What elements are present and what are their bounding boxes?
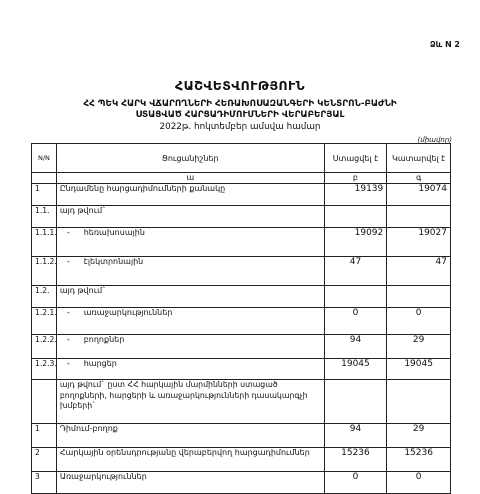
unit-label: (միավոր) [417, 136, 452, 144]
row-executed: 15236 [387, 448, 451, 472]
row-received: 15236 [324, 448, 387, 472]
row-index: 1.1.1. [32, 228, 57, 257]
table-row [32, 335, 451, 359]
header-executed: Կատարվել է [387, 144, 451, 173]
row-executed: 0 [387, 472, 451, 494]
row-index: 1 [32, 184, 57, 206]
row-name: Ընդամենը հարցադիմումների քանակը [56, 184, 324, 206]
row-received: 0 [324, 308, 387, 335]
row-executed: 19045 [387, 359, 451, 380]
row-name: - առաջարկություններ [56, 308, 324, 335]
row-name: - բողոքներ [56, 335, 324, 359]
table-row [32, 228, 451, 257]
row-name: այդ թվում` [56, 286, 324, 308]
row-executed [387, 286, 451, 308]
row-index: 1.2.2. [32, 335, 57, 359]
row-received [324, 206, 387, 228]
row-name: այդ թվում` [56, 206, 324, 228]
row-name: այդ թվում` ըստ ՀՀ հարկային մարմինների ստացած բողոքների, հարցերի և առաջարկությունների դասակարգչի խմբերի` [56, 380, 324, 424]
report-table [31, 143, 451, 494]
row-executed: 19074 [387, 184, 451, 206]
row-index: 1.2. [32, 286, 57, 308]
row-received: 94 [324, 424, 387, 448]
row-index [32, 380, 57, 424]
report-subtitle-line1: ՀՀ ՊԵԿ ՀԱՐԿ ՎՃԱՐՈՂՆԵՐԻ ՀԵՌԱԽՈՍԱԶԱՆԳԵՐԻ ԿԵՆՏՐՈՆ-ԲԱԺՆԻ [83, 99, 397, 109]
report-period: 2022թ. հոկտեմբեր ամսվա համար [159, 122, 321, 132]
row-index: 3 [32, 472, 57, 494]
row-executed [387, 380, 451, 424]
table-row [32, 257, 451, 286]
table-header-row [32, 144, 451, 173]
header-no: N/N [32, 144, 57, 173]
row-received: 94 [324, 335, 387, 359]
row-received [324, 286, 387, 308]
row-index: 2 [32, 448, 57, 472]
row-index: 1.1.2. [32, 257, 57, 286]
row-received: 19092 [324, 228, 387, 257]
row-executed: 29 [387, 424, 451, 448]
row-executed [387, 206, 451, 228]
row-received: 0 [324, 472, 387, 494]
letter-cell: ա [56, 173, 324, 184]
report-subtitle-line2: ՍՏԱՑՎԱԾ ՀԱՐՑԱԴԻՄՈՒՄՆԵՐԻ ՎԵՐԱԲԵՐՅԱԼ [135, 110, 345, 120]
row-name: - հեռախոսային [56, 228, 324, 257]
letter-cell: գ [387, 173, 451, 184]
row-index: 1.2.1. [32, 308, 57, 335]
table-row [32, 286, 451, 308]
table-row [32, 308, 451, 335]
row-name: Դիմում-բողոք [56, 424, 324, 448]
table-letters-row [32, 173, 451, 184]
row-name: - հարցեր [56, 359, 324, 380]
row-index: 1.1. [32, 206, 57, 228]
row-executed: 29 [387, 335, 451, 359]
row-executed: 47 [387, 257, 451, 286]
table-row [32, 448, 451, 472]
table-row [32, 472, 451, 494]
row-index: 1 [32, 424, 57, 448]
header-received: Ստացվել է [324, 144, 387, 173]
row-executed: 19027 [387, 228, 451, 257]
letter-cell [32, 173, 57, 184]
row-received: 19045 [324, 359, 387, 380]
row-received [324, 380, 387, 424]
row-name: Հարկային օրենսդրությանը վերաբերվող հարցադիմումներ [56, 448, 324, 472]
row-name: Առաջարկություններ [56, 472, 324, 494]
row-received: 47 [324, 257, 387, 286]
row-received: 19139 [324, 184, 387, 206]
table-row [32, 359, 451, 380]
row-index: 1.2.3. [32, 359, 57, 380]
row-name: - էլեկտրոնային [56, 257, 324, 286]
table-row [32, 380, 451, 424]
row-executed: 0 [387, 308, 451, 335]
form-number: Ձև N 2 [429, 40, 460, 49]
table-row [32, 424, 451, 448]
report-title: ՀԱՇՎԵՏՎՈՒԹՅՈՒՆ [175, 78, 305, 93]
table-row [32, 206, 451, 228]
letter-cell: բ [324, 173, 387, 184]
table-row [32, 184, 451, 206]
header-indicators: Ցուցանիշներ [56, 144, 324, 173]
